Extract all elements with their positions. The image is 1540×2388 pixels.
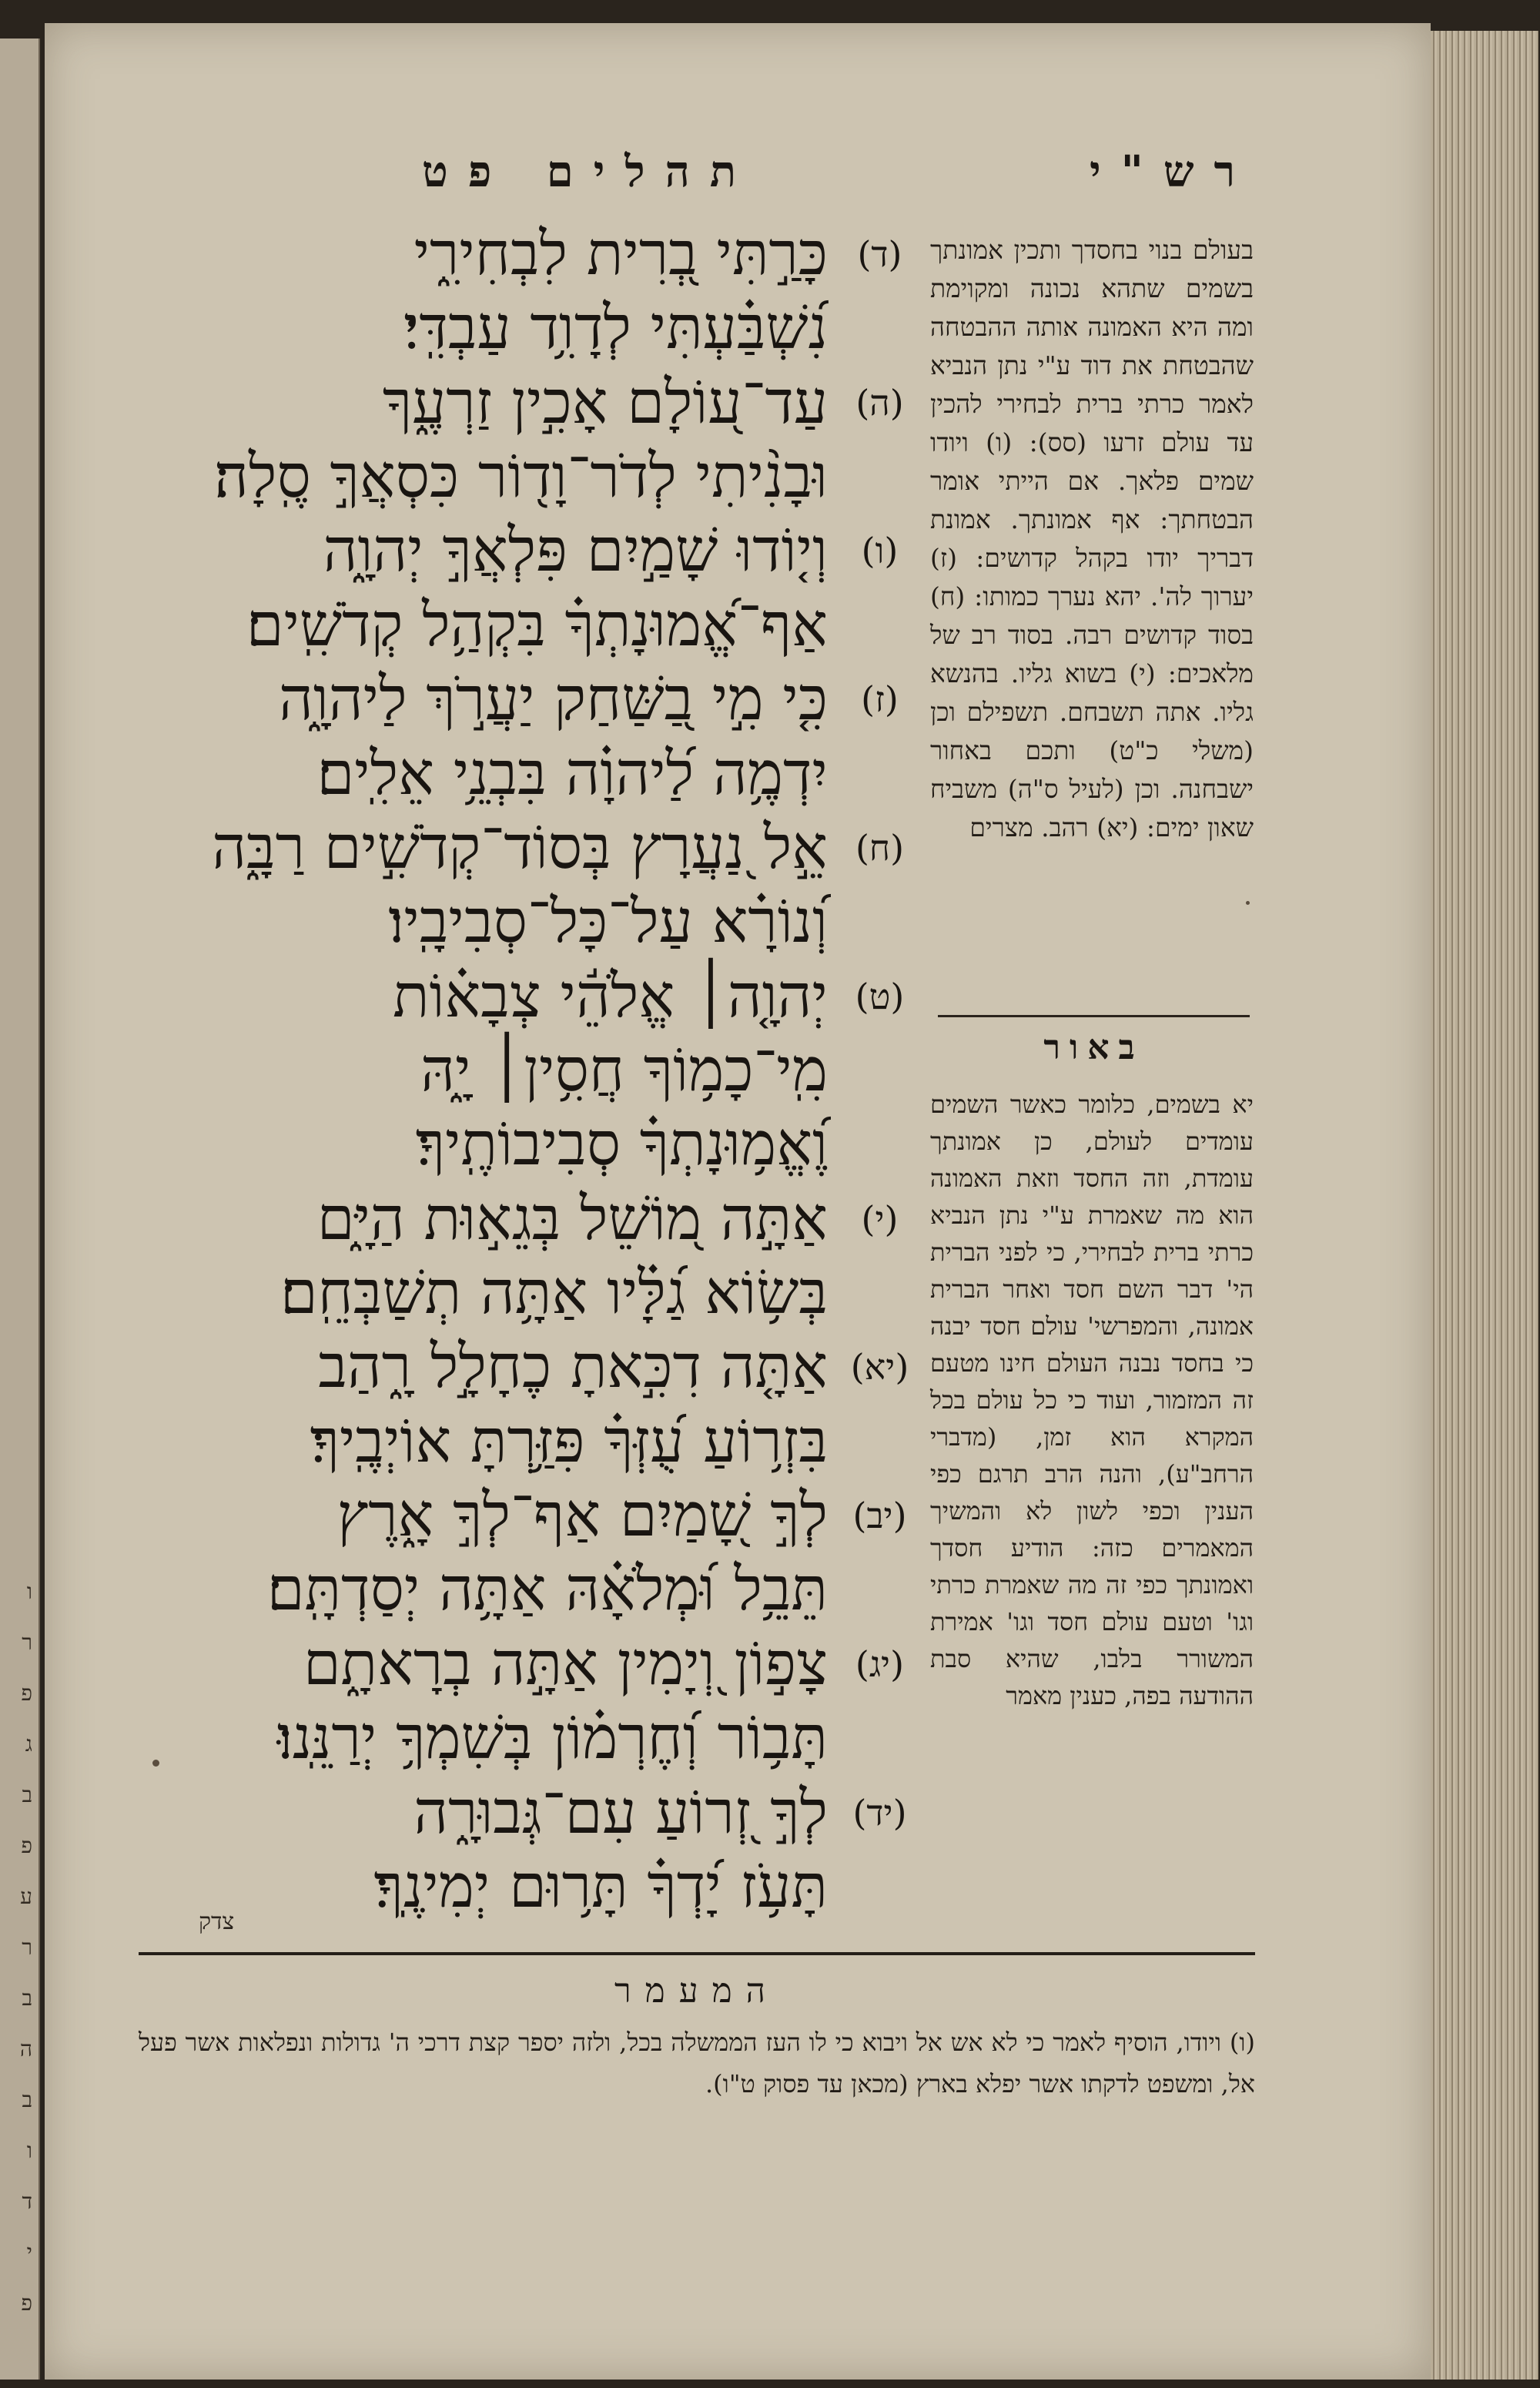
biur-heading: באור: [1043, 1028, 1144, 1067]
verse-text: אֵ֣ל נַ֭עֲרָץ בְּסוֹד־קְדֹשִׁ֣ים רַבָּ֑ה: [212, 812, 828, 883]
margin-letter: ר: [22, 1934, 32, 1960]
verse-number: (ד): [857, 233, 902, 275]
verse-line: [123, 368, 924, 437]
verse-line: [123, 219, 924, 289]
verse-number: [835, 1036, 924, 1105]
verse-text: אַתָּ֣ה מ֭וֹשֵׁל בְּגֵא֣וּת הַיָּ֑ם: [316, 1184, 828, 1254]
verse-text: תֵּבֵ֥ל וּ֝מְלֹאָ֗הּ אַתָּ֥ה יְסַדְתָּֽם׃: [266, 1555, 828, 1625]
verse-line: [123, 1258, 924, 1328]
verse-number: [835, 739, 924, 809]
verse-text: תָּב֥וֹר וְ֝חֶרְמ֗וֹן בְּשִׁמְךָ֥ יְרַנֵּֽנוּ׃: [276, 1703, 828, 1773]
verse-text: וּבָנִ֨יתִי לְדֹר־וָד֖וֹר כִּסְאֲךָ֣ סֶֽלָה׃: [213, 442, 828, 512]
margin-letter: ג: [25, 1731, 32, 1757]
verse-line: [123, 1703, 924, 1773]
verse-line: [123, 665, 924, 734]
verse-line: [123, 1184, 924, 1254]
verse-line: [123, 813, 924, 883]
verse-line: [123, 1407, 924, 1476]
verse-number: (י): [861, 1197, 899, 1240]
margin-letter: ר: [22, 1629, 32, 1655]
verse-number: (יד): [852, 1791, 907, 1834]
margin-letter: ב: [22, 1782, 32, 1807]
verse-text: יְהוָ֤ה׀ אֱלֹהֵ֬י צְבָא֗וֹת: [392, 961, 828, 1031]
verse-line: [123, 1629, 924, 1699]
verse-number: (ו): [861, 530, 899, 572]
verse-line: [123, 1332, 924, 1402]
rashi-title: רש"י: [1089, 146, 1255, 197]
margin-letter: ו: [26, 2138, 32, 2163]
verse-text: עַד־ע֭וֹלָם אָכִ֣ין זַרְעֶ֑ךָ: [382, 367, 828, 437]
margin-letter: ד: [22, 2189, 32, 2214]
verse-number: [835, 442, 924, 511]
verse-line: [123, 293, 924, 363]
verse-text: מִֽי־כָמ֥וֹךָ חֲסִ֥ין׀ יָ֑הּ: [420, 1035, 828, 1105]
verse-number: [835, 293, 924, 363]
verse-number: [835, 1258, 924, 1328]
verse-text: וֶ֝אֱמ֥וּנָתְךָ֗ סְבִיבוֹתֶֽיךָ׃: [415, 1110, 828, 1180]
verse-text: אַתָּ֤ה דִכִּ֣אתָ כֶחָלָ֣ל רָ֑הַב: [318, 1332, 828, 1402]
verse-text: נִ֝שְׁבַּ֗עְתִּי לְדָוִ֥ד עַבְדִּֽי׃: [403, 293, 828, 363]
verse-text: כִּ֤י מִ֣י בַ֭שַּׁחַק יַעֲרֹ֣ךְ לַיהוָ֑ה: [278, 665, 828, 735]
verse-text: יִדְמֶ֥ה לַ֝יהוָ֗ה בִּבְנֵ֥י אֵלִֽים׃: [316, 739, 828, 809]
margin-letter: פ: [21, 2290, 32, 2316]
verse-number: (ה): [855, 381, 904, 424]
verse-text: בְּשׂ֥וֹא גַ֝לָּ֗יו אַתָּ֥ה תְשַׁבְּחֵֽם׃: [280, 1258, 828, 1328]
catchword: צדק: [199, 1908, 235, 1935]
verse-line: [123, 1036, 924, 1105]
psalm-text-column: [123, 219, 924, 1921]
rashi-commentary: בעולם בנוי בחסדך ותכין אמונתך בשמים שתהא נכונה ומקוימת ומה היא האמונה אותה ההבטחה שהבטחת את דוד ע"י נתן הנביא לאמר כרתי ברית לבחירי להכין עד עולם זרעו (סס): (ו) ויודו שמים פלאך. אם הייתי אומר הבטחתך: אף אמונתך. אמונת דבריך יודו בקהל קדושים: (ז) יערוך לה'. יהא נערך כמותו: (ח) בסוד קדושים רבה. בסוד רב של מלאכים: (י) בשוא גליו. בהנשא גליו. אתה תשבחם. תשפילם וכן (משלי כ"ט) ותכם באחור ישבחנה. וכן (לעיל ס"ה) משביח שאון ימים: (יא) רהב. מצרים: [930, 235, 1254, 842]
margin-letter: פ: [21, 1833, 32, 1858]
verse-line: [123, 591, 924, 660]
left-page-edge: [0, 39, 40, 2380]
verse-text: בִּזְר֥וֹעַ עֻ֝זְּךָ֗ פִּזַּ֥רְתָּ אוֹיְבֶֽיךָ׃: [310, 1406, 828, 1476]
margin-letter: ע: [20, 1884, 32, 1909]
margin-letter: י: [26, 2239, 32, 2265]
verse-number: [835, 1407, 924, 1476]
footnote-divider: [139, 1952, 1255, 1955]
verse-number: (יג): [855, 1643, 905, 1685]
verse-text: וְ֝נוֹרָ֗א עַל־כָּל־סְבִיבָֽיו׃: [388, 887, 828, 957]
verse-text: צָפ֣וֹן וְ֭יָמִין אַתָּ֣ה בְרָאתָ֑ם: [303, 1629, 828, 1699]
verse-number: [835, 591, 924, 660]
verse-line: [123, 962, 924, 1031]
verse-number: [835, 1852, 924, 1921]
biur-commentary: יא בשמים, כלומר כאשר השמים עומדים לעולם, כן אמונתך עומדת, וזה החסד וזאת האמונה הוא מה שאמרת ע"י נתן הנביא כרתי ברית לבחירי, כי לפני הברית הי' דבר השם חסד ואחר הברית אמונה, והמפרשי' עולם חסד יבנה כי בחסד נבנה העולם חינו מטעם זה המזמור, ועוד כי כל עולם בכל המקרא הוא זמן, (מדברי הרחב"ע), והנה הרב תרגם כפי הענין וכפי לשון לא והמשיך המאמרים כזה: הודיע חסדך ואמונתך כפי זה מה שאמרת כרתי וגו' וטעם עולם חסד וגו' אמירת המשורר בלבו, שהיא סבת ההודעה בפה, כענין מאמר: [930, 1090, 1254, 1710]
verse-number: (יב): [852, 1495, 907, 1537]
verse-number: (ז): [861, 678, 899, 721]
margin-letter: ו: [26, 1579, 32, 1604]
verse-line: [123, 516, 924, 585]
verse-text: תָּעֹ֥ז יָ֝דְךָ֗ תָּר֥וּם יְמִינֶֽךָ׃: [373, 1851, 828, 1921]
verse-text: אַף־אֱ֝מוּנָתְךָ֗ בִּקְהַ֥ל קְדֹשִֽׁים׃: [246, 590, 828, 660]
page-stack-edges: [1431, 31, 1538, 2380]
verse-line: [123, 1110, 924, 1179]
verse-text: לְךָ֣ שָׁ֭מַיִם אַף־לְךָ֣ אָ֑רֶץ: [336, 1481, 828, 1551]
verse-number: (ח): [855, 826, 905, 869]
verse-text: וְי֤וֹדוּ שָׁמַ֣יִם פִּלְאֲךָ֣ יְהוָ֑ה: [323, 516, 828, 586]
verse-number: (יא): [850, 1346, 909, 1388]
margin-letter: ב: [22, 2087, 32, 2112]
verse-line: [123, 442, 924, 511]
verse-line: [123, 887, 924, 956]
verse-text: כָּרַ֣תִּי בְ֭רִית לִבְחִירִ֑י: [413, 219, 828, 289]
verse-line: [123, 1555, 924, 1624]
verse-line: [123, 739, 924, 809]
verse-number: [835, 1555, 924, 1624]
hameamer-heading: המעמר: [614, 1971, 779, 2011]
margin-letter: ב: [22, 1985, 32, 2011]
verse-number: [835, 1703, 924, 1773]
hameamer-commentary: (ו) ויודו, הוסיף לאמר כי לא אש אל ויבוא כי לו העז הממשלה בכל, ולזה יספר קצת דרכי ה' גדולות ונפלאות אשר פעל אל, ומשפט לדקתו אשר יפלא בארץ (מכאן עד פסוק ט"ו).: [139, 2028, 1255, 2098]
page-title: תהלים פט: [422, 146, 756, 197]
verse-number: [835, 887, 924, 956]
verse-number: [835, 1110, 924, 1179]
left-margin-letters: [2, 1579, 32, 2316]
verse-line: [123, 1481, 924, 1550]
commentary-divider: [938, 1015, 1250, 1017]
margin-letter: ה: [19, 2036, 32, 2061]
verse-number: (ט): [855, 975, 905, 1017]
verse-text: לְךָ֣ זְ֭רוֹעַ עִם־גְּבוּרָ֑ה: [413, 1777, 828, 1847]
margin-letter: פ: [21, 1680, 32, 1706]
verse-line: [123, 1778, 924, 1847]
